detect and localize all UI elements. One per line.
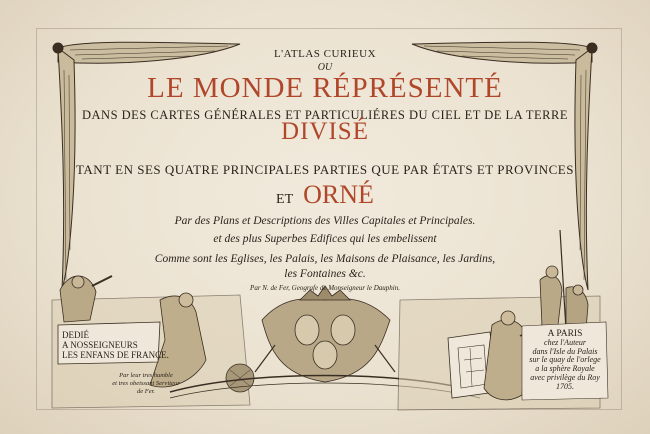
title-line-ou: OU xyxy=(317,62,333,73)
publisher-imprint xyxy=(525,330,605,392)
text-fontaines: les Fontaines &c. xyxy=(284,268,366,280)
title-orne xyxy=(0,180,650,210)
imprint-line-3: dans l'Isle du Palais xyxy=(532,346,598,356)
main-title: LE MONDE RÉPRÉSENTÉ xyxy=(147,72,503,104)
imprint-line-6: avec privilège du Roy xyxy=(530,372,600,382)
title-orne-word: ORNÉ xyxy=(303,180,374,209)
dedication-line-2: A NOSSEIGNEURS xyxy=(62,340,138,350)
text-eglises: Comme sont les Eglises, les Palais, les Maisons de Plaisance, les Jardins, xyxy=(154,253,496,265)
dedication-block xyxy=(62,330,169,360)
subtitle-cartes: DANS DES CARTES GÉNÉRALES ET PARTICULIÉRES DU CIEL ET DE LA TERRE xyxy=(82,108,568,122)
imprint-line-5: a la sphère Royale xyxy=(535,364,595,374)
imprint-line-1: A PARIS xyxy=(547,329,583,339)
text-plans: Par des Plans et Descriptions des Villes Capitales et Principales. xyxy=(174,215,476,227)
dedication-signature xyxy=(106,372,186,396)
title-et: ET xyxy=(276,192,294,207)
humble-line-2: et tres obeissant Serviteur xyxy=(112,380,180,387)
imprint-line-7: 1705. xyxy=(556,381,574,391)
author-credit: Par N. de Fer, Geografe de Monseigneur le Dauphin. xyxy=(250,284,400,292)
humble-line-1: Par leur tres humble xyxy=(119,372,173,379)
imprint-line-2: chez l'Auteur xyxy=(544,337,586,347)
title-line-atlas: L'ATLAS CURIEUX xyxy=(273,48,377,60)
dedication-line-1: DEDIÉ xyxy=(62,330,89,340)
imprint-line-4: sur le quay de l'orlege xyxy=(529,355,601,365)
text-edifices: et des plus Superbes Edifices qui les embelissent xyxy=(213,233,437,245)
humble-line-3: de Fer. xyxy=(136,388,156,395)
title-divise: DIVISÉ xyxy=(281,118,369,145)
dedication-line-3: LES ENFANS DE FRANCE. xyxy=(62,350,169,360)
subtitle-parties: TANT EN SES QUATRE PRINCIPALES PARTIES QUE PAR ÉTATS ET PROVINCES xyxy=(76,162,574,177)
